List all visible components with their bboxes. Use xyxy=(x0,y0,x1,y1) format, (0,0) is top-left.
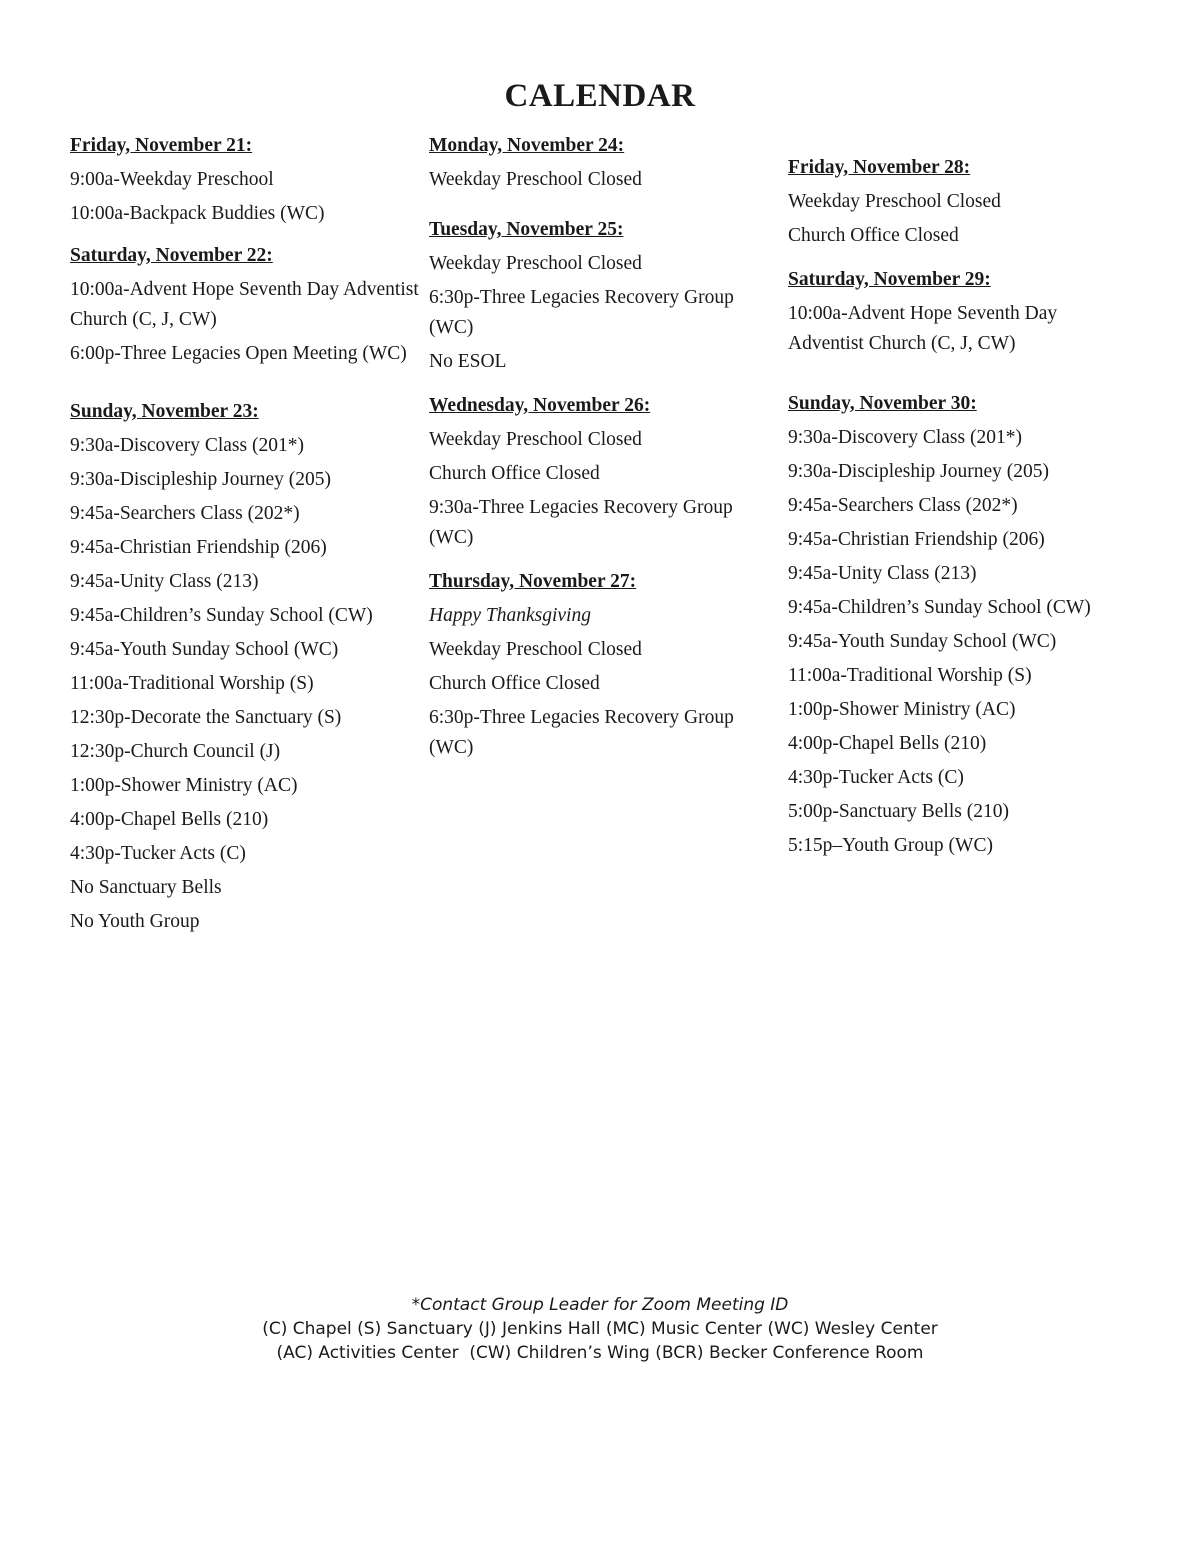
calendar-event: 9:45a-Youth Sunday School (WC) xyxy=(70,639,339,660)
calendar-column-2 xyxy=(429,131,759,767)
calendar-event: No Youth Group xyxy=(70,911,200,932)
calendar-event: 9:45a-Christian Friendship (206) xyxy=(788,529,1045,550)
day-heading: Monday, November 24: xyxy=(429,135,625,156)
calendar-event: 9:30a-Discovery Class (201*) xyxy=(70,435,304,456)
calendar-event: 6:30p-Three Legacies Recovery Group (WC) xyxy=(429,707,734,758)
calendar-event: 4:00p-Chapel Bells (210) xyxy=(788,733,987,754)
calendar-event: 12:30p-Church Council (J) xyxy=(70,741,281,762)
calendar-event: 9:45a-Christian Friendship (206) xyxy=(70,537,327,558)
calendar-event: 9:45a-Searchers Class (202*) xyxy=(70,503,300,524)
calendar-event: 1:00p-Shower Ministry (AC) xyxy=(70,775,298,796)
calendar-day xyxy=(70,397,420,937)
calendar-day xyxy=(429,391,759,553)
calendar-event: 4:30p-Tucker Acts (C) xyxy=(70,843,246,864)
calendar-event: 6:00p-Three Legacies Open Meeting (WC) xyxy=(70,343,407,364)
calendar-day xyxy=(788,265,1128,359)
calendar-day xyxy=(70,131,420,229)
day-heading: Sunday, November 23: xyxy=(70,401,259,422)
calendar-event: Church Office Closed xyxy=(788,225,959,246)
location-legend-line-2: (AC) Activities Center (CW) Children’s Wing (BCR) Becker Conference Room xyxy=(276,1343,924,1363)
calendar-event: 11:00a-Traditional Worship (S) xyxy=(788,665,1032,686)
calendar-event: 11:00a-Traditional Worship (S) xyxy=(70,673,314,694)
calendar-event: Weekday Preschool Closed xyxy=(788,191,1001,212)
calendar-event: 9:30a-Three Legacies Recovery Group (WC) xyxy=(429,497,733,548)
calendar-event: 9:00a-Weekday Preschool xyxy=(70,169,274,190)
calendar-day xyxy=(788,389,1128,861)
day-heading: Wednesday, November 26: xyxy=(429,395,651,416)
calendar-day xyxy=(429,215,759,377)
calendar-event: Weekday Preschool Closed xyxy=(429,639,642,660)
calendar-event: Weekday Preschool Closed xyxy=(429,169,642,190)
page-title: CALENDAR xyxy=(504,78,696,114)
calendar-event: 5:15p–Youth Group (WC) xyxy=(788,835,993,856)
calendar-column-3 xyxy=(788,153,1128,865)
day-heading: Friday, November 28: xyxy=(788,157,971,178)
calendar-event: 10:00a-Advent Hope Seventh Day Adventist Church (C, J, CW) xyxy=(70,279,419,330)
calendar-event: 9:45a-Searchers Class (202*) xyxy=(788,495,1018,516)
calendar-event: 9:45a-Children’s Sunday School (CW) xyxy=(788,597,1091,618)
calendar-event: 6:30p-Three Legacies Recovery Group (WC) xyxy=(429,287,734,338)
zoom-note: *Contact Group Leader for Zoom Meeting ID xyxy=(411,1295,789,1315)
calendar-event: 10:00a-Advent Hope Seventh Day Adventist Church (C, J, CW) xyxy=(788,303,1058,354)
day-heading: Saturday, November 29: xyxy=(788,269,991,290)
calendar-column-1 xyxy=(70,131,420,941)
calendar-day xyxy=(788,153,1128,251)
calendar-event: Weekday Preschool Closed xyxy=(429,253,642,274)
calendar-event: 5:00p-Sanctuary Bells (210) xyxy=(788,801,1009,822)
calendar-event: Weekday Preschool Closed xyxy=(429,429,642,450)
calendar-event: 1:00p-Shower Ministry (AC) xyxy=(788,699,1016,720)
day-heading: Friday, November 21: xyxy=(70,135,253,156)
footer xyxy=(0,1293,1200,1365)
calendar-event: Church Office Closed xyxy=(429,673,600,694)
calendar-event: 9:45a-Children’s Sunday School (CW) xyxy=(70,605,373,626)
calendar-event: No Sanctuary Bells xyxy=(70,877,222,898)
calendar-day xyxy=(429,131,759,195)
calendar-event: 9:30a-Discovery Class (201*) xyxy=(788,427,1022,448)
calendar-event: No ESOL xyxy=(429,351,507,372)
calendar-event: 9:45a-Youth Sunday School (WC) xyxy=(788,631,1057,652)
location-legend-line-1: (C) Chapel (S) Sanctuary (J) Jenkins Hall (MC) Music Center (WC) Wesley Center xyxy=(262,1319,938,1339)
calendar-event: 9:30a-Discipleship Journey (205) xyxy=(788,461,1050,482)
calendar-event: Church Office Closed xyxy=(429,463,600,484)
calendar-event: 10:00a-Backpack Buddies (WC) xyxy=(70,203,325,224)
day-heading: Tuesday, November 25: xyxy=(429,219,624,240)
calendar-event: 9:45a-Unity Class (213) xyxy=(70,571,259,592)
day-heading: Saturday, November 22: xyxy=(70,245,273,266)
calendar-day xyxy=(429,567,759,763)
calendar-event: 9:45a-Unity Class (213) xyxy=(788,563,977,584)
calendar-event: 4:30p-Tucker Acts (C) xyxy=(788,767,964,788)
day-heading: Sunday, November 30: xyxy=(788,393,977,414)
calendar-event: 9:30a-Discipleship Journey (205) xyxy=(70,469,332,490)
calendar-event: 4:00p-Chapel Bells (210) xyxy=(70,809,269,830)
calendar-day xyxy=(70,241,420,369)
calendar-event: Happy Thanksgiving xyxy=(429,605,591,626)
day-heading: Thursday, November 27: xyxy=(429,571,637,592)
calendar-event: 12:30p-Decorate the Sanctuary (S) xyxy=(70,707,342,728)
